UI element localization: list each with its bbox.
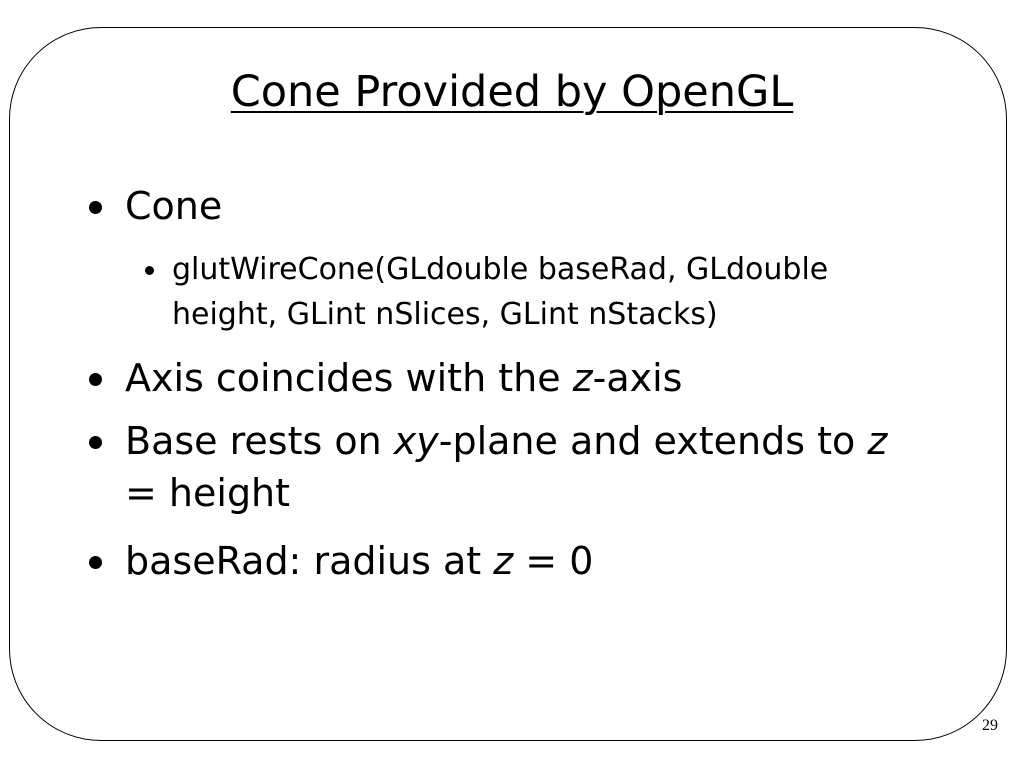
- bullet-text-line-2: = height: [125, 471, 291, 515]
- sub-bullet-line-2: height, GLint nSlices, GLint nStacks): [172, 297, 718, 332]
- bullet-text-after: = 0: [513, 539, 594, 583]
- bullet-item-baserad: [125, 535, 955, 587]
- sub-bullet-dot: [145, 266, 154, 275]
- bullet-text-before: baseRad: radius at: [125, 539, 494, 583]
- bullet-dot: [89, 373, 102, 386]
- sub-bullet-line-1: glutWireCone(GLdouble baseRad, GLdouble: [172, 252, 829, 287]
- page-number: 29: [982, 717, 998, 734]
- bullet-text-after: -axis: [592, 356, 683, 400]
- bullet-text-italic: xy: [393, 419, 439, 463]
- bullet-text-before: Axis coincides with the: [125, 356, 573, 400]
- bullet-text: Cone: [125, 184, 223, 228]
- bullet-text-mid: -plane and extends to: [438, 419, 868, 463]
- bullet-dot: [89, 201, 102, 214]
- slide-title: Cone Provided by OpenGL: [230, 67, 794, 117]
- bullet-item-axis: [125, 352, 955, 404]
- bullet-text-italic: z: [493, 539, 514, 583]
- bullet-item-base: [125, 415, 955, 519]
- bullet-dot: [89, 556, 102, 569]
- bullet-text-before: Base rests on: [125, 419, 394, 463]
- bullet-item-cone: [125, 180, 955, 232]
- sub-bullet-item: [172, 247, 952, 337]
- bullet-text-italic-2: z: [867, 419, 888, 463]
- bullet-text-italic: z: [572, 356, 593, 400]
- bullet-dot: [89, 436, 102, 449]
